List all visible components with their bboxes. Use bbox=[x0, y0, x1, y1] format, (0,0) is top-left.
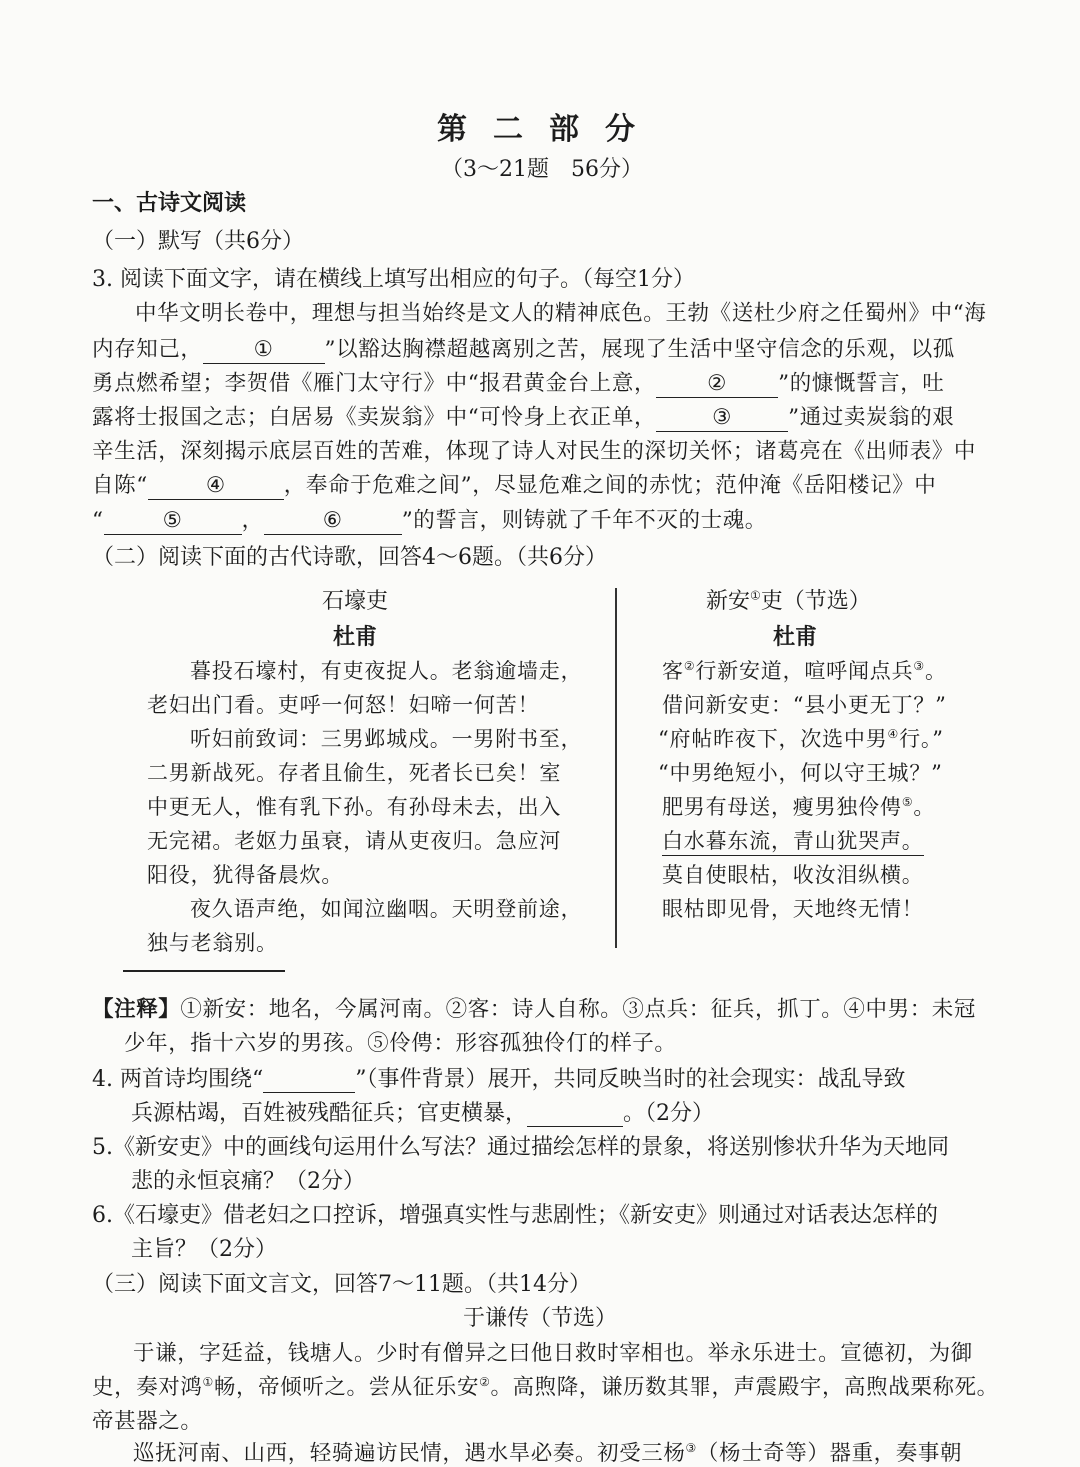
poem2-line: “府帖昨夜下，次选中男④行。” bbox=[658, 727, 944, 751]
q3-text: ”通过卖炭翁的艰 bbox=[788, 405, 955, 430]
q6-line-1: 6.《石壕吏》借老妇之口控诉，增强真实性与悲剧性；《新安吏》则通过对话表达怎样的 bbox=[92, 1203, 938, 1228]
poem1-line: 阳役，犹得备晨炊。 bbox=[147, 863, 344, 887]
q3-text: ， bbox=[241, 508, 264, 533]
poem2-title: 新安①吏（节选） bbox=[706, 588, 871, 614]
q3-text: 勇点燃希望；李贺借《雁门太守行》中“报君黄金台上意， bbox=[92, 371, 657, 396]
q3-text: 内存知己， bbox=[92, 337, 203, 362]
poem2-underlined-line: 白水暮东流，青山犹哭声。 bbox=[662, 825, 924, 856]
q3-text: ”的慷慨誓言，吐 bbox=[778, 371, 945, 396]
footnote-rule bbox=[123, 970, 285, 972]
q3-line-5: 辛生活，深刻揭示底层百姓的苦难，体现了诗人对民生的深切关怀；诸葛亮在《出师表》中 bbox=[92, 439, 977, 464]
q3-text: ”以豁达胸襟超越离别之苦，展现了生活中坚守信念的乐观，以孤 bbox=[324, 337, 955, 362]
q3-line-2 bbox=[92, 332, 955, 364]
poem1-line: 听妇前致词：三男邺城戍。一男附书至， bbox=[190, 727, 583, 751]
poem2-line: 肥男有母送，瘦男独伶俜⑤。 bbox=[662, 795, 936, 819]
q3-text: ”的誓言，则铸就了千年不灭的士魂。 bbox=[401, 508, 767, 533]
q3-line-4 bbox=[92, 400, 954, 432]
q4-blank-2[interactable] bbox=[527, 1101, 623, 1127]
poem1-title: 石壕吏 bbox=[321, 589, 388, 614]
notes-line-1: 【注释】①新安：地名，今属河南。②客：诗人自称。③点兵：征兵，抓丁。④中男：未冠 bbox=[92, 997, 977, 1022]
prose-title: 于谦传（节选） bbox=[462, 1306, 617, 1331]
prose-line-1: 于谦，字廷益，钱塘人。少时有僧异之曰他日救时宰相也。举永乐进士。宣德初，为御 bbox=[133, 1341, 973, 1366]
q3-stem: 3. 阅读下面文字，请在横线上填写出相应的句子。（每空1分） bbox=[92, 267, 695, 292]
poem2-line: 客②行新安道，喧呼闻点兵③。 bbox=[662, 659, 947, 683]
blank-2[interactable]: ② bbox=[656, 372, 778, 398]
poem2-line: 借问新安吏：“县小更无丁？” bbox=[662, 693, 947, 717]
blank-6[interactable]: ⑥ bbox=[264, 509, 402, 535]
blank-1[interactable]: ① bbox=[203, 338, 325, 364]
q3-text: ，奉命于危难之间”，尽显危难之间的赤忱；范仲淹《岳阳楼记》中 bbox=[283, 473, 937, 498]
blank-4[interactable]: ④ bbox=[148, 474, 284, 500]
q3-line-7 bbox=[92, 503, 767, 535]
notes-label: 【注释】 bbox=[92, 997, 181, 1022]
q4-line-1: 4. 两首诗均围绕“ ”（事件背景）展开，共同反映当时的社会现实：战乱导致 bbox=[92, 1067, 906, 1092]
q5-line-2: 悲的永恒哀痛？（2分） bbox=[131, 1169, 365, 1194]
column-divider bbox=[615, 588, 617, 948]
q3-line-6 bbox=[92, 468, 936, 500]
part-title: 第二部分 bbox=[437, 112, 661, 147]
q4-line-2: 兵源枯竭，百姓被残酷征兵；官吏横暴， 。（2分） bbox=[131, 1101, 715, 1126]
prose-line-2: 史，奏对鸿①畅，帝倾听之。尝从征乐安②。高煦降，谦历数其罪，声震殿宇，高煦战栗称死。 bbox=[92, 1374, 999, 1400]
q5-line-1: 5.《新安吏》中的画线句运用什么写法？通过描绘怎样的景象，将送别惨状升华为天地同 bbox=[92, 1135, 949, 1160]
poem1-author: 杜甫 bbox=[332, 624, 377, 650]
poem2-line: 眼枯即见骨，天地终无情！ bbox=[662, 897, 924, 921]
poem2-author: 杜甫 bbox=[772, 624, 817, 650]
section-heading-classical: 一、古诗文阅读 bbox=[92, 190, 247, 216]
q3-text: 露将士报国之志；白居易《卖炭翁》中“可怜身上衣正单， bbox=[92, 405, 657, 430]
poem1-line: 老妇出门看。吏呼一何怒！妇啼一何苦！ bbox=[147, 693, 540, 717]
subsection-recitation: （一）默写（共6分） bbox=[92, 229, 304, 254]
q4-blank-1[interactable] bbox=[263, 1067, 355, 1093]
subsection-prose: （三）阅读下面文言文，回答7～11题。（共14分） bbox=[92, 1272, 591, 1297]
poem1-line: 独与老翁别。 bbox=[147, 931, 278, 955]
q3-text: “ bbox=[92, 508, 104, 533]
prose-line-3: 帝甚器之。 bbox=[92, 1409, 203, 1434]
poem2-line: 莫自使眼枯，收汝泪纵横。 bbox=[662, 863, 924, 887]
q3-line-1: 中华文明长卷中，理想与担当始终是文人的精神底色。王勃《送杜少府之任蜀州》中“海 bbox=[135, 301, 987, 326]
blank-3[interactable]: ③ bbox=[656, 406, 788, 432]
blank-5[interactable]: ⑤ bbox=[104, 509, 242, 535]
part-subtitle: （3～21题 56分） bbox=[441, 157, 643, 182]
poem1-line: 无完裙。老妪力虽衰，请从吏夜归。急应河 bbox=[147, 829, 562, 853]
poem1-line: 暮投石壕村，有吏夜捉人。老翁逾墙走， bbox=[190, 659, 583, 683]
prose-line-4: 巡抚河南、山西，轻骑遍访民情，遇水旱必奏。初受三杨③（杨士奇等）器重，奏事朝 bbox=[133, 1440, 963, 1466]
q3-line-3 bbox=[92, 366, 944, 398]
notes-line-2: 少年，指十六岁的男孩。⑤伶俜：形容孤独伶仃的样子。 bbox=[124, 1031, 677, 1056]
q6-line-2: 主旨？（2分） bbox=[131, 1237, 277, 1262]
poem1-line: 中更无人，惟有乳下孙。有孙母未去，出入 bbox=[147, 795, 562, 819]
poem2-line: “中男绝短小，何以守王城？” bbox=[658, 761, 943, 785]
poem1-line: 夜久语声绝，如闻泣幽咽。天明登前途， bbox=[190, 897, 583, 921]
subsection-poems: （二）阅读下面的古代诗歌，回答4～6题。（共6分） bbox=[92, 545, 607, 570]
poem1-line: 二男新战死。存者且偷生，死者长已矣！室 bbox=[147, 761, 562, 785]
q3-text: 自陈“ bbox=[92, 473, 148, 498]
